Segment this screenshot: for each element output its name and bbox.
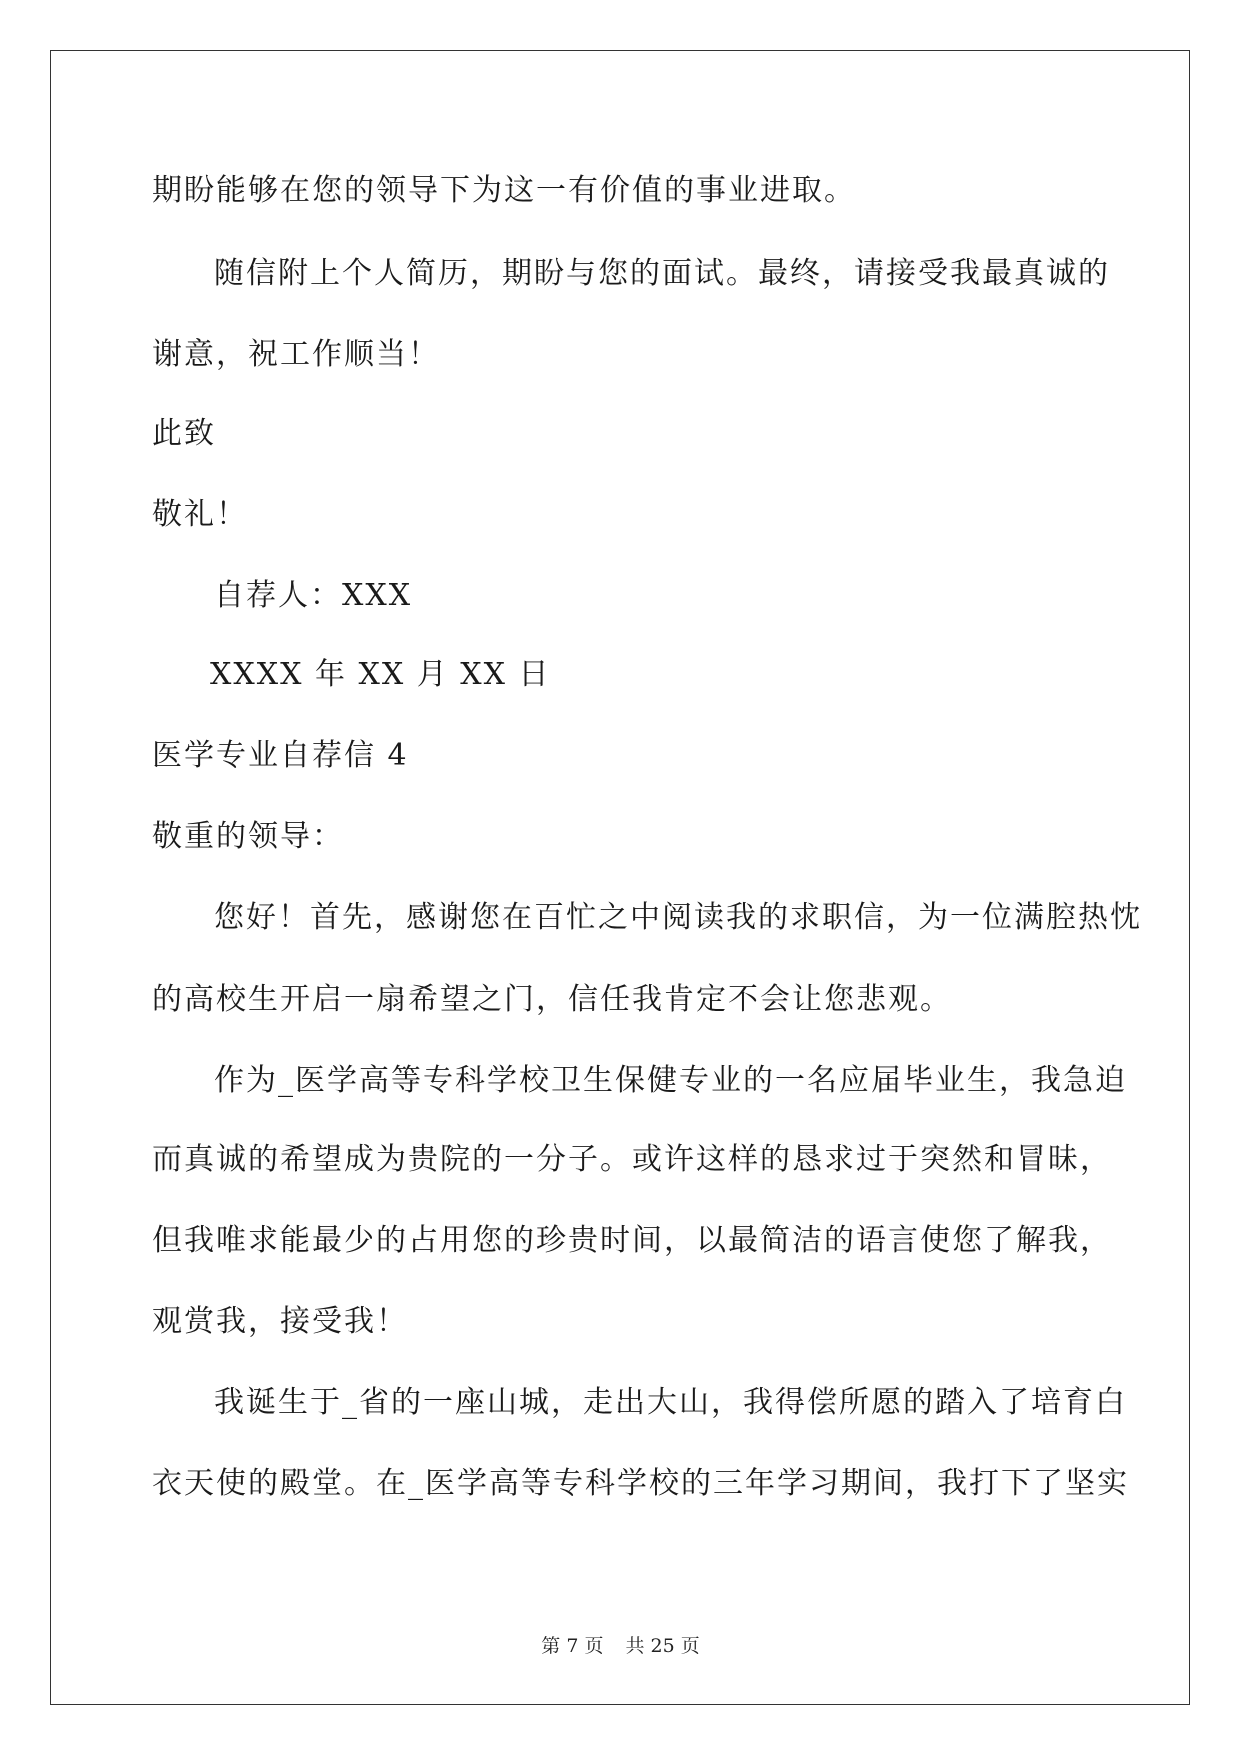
text-line: 作为_医学高等专科学校卫生保健专业的一名应届毕业生，我急迫 — [214, 1063, 1127, 1098]
text-line: 观赏我，接受我！ — [152, 1304, 408, 1339]
signature-line: 自荐人：XXX — [214, 578, 413, 613]
text-line: 衣天使的殿堂。在_医学高等专科学校的三年学习期间，我打下了坚实 — [152, 1466, 1129, 1501]
section-title: 医学专业自荐信 4 — [152, 738, 409, 773]
page-footer — [0, 1634, 1241, 1658]
text-line: 您好！首先，感谢您在百忙之中阅读我的求职信，为一位满腔热忱 — [214, 900, 1142, 935]
page-total: 共 25 页 — [625, 1635, 700, 1657]
date-line: XXXX 年 XX 月 XX 日 — [210, 657, 551, 692]
text-line: 我诞生于_省的一座山城，走出大山，我得偿所愿的踏入了培育白 — [214, 1385, 1127, 1420]
text-line: 但我唯求能最少的占用您的珍贵时间，以最简洁的语言使您了解我， — [152, 1223, 1112, 1258]
closing-regards: 敬礼！ — [152, 497, 248, 532]
text-line: 而真诚的希望成为贵院的一分子。或许这样的恳求过于突然和冒昧， — [152, 1142, 1112, 1177]
text-line: 谢意，祝工作顺当！ — [152, 337, 440, 372]
page-frame — [50, 50, 1190, 1705]
page-number: 第 7 页 — [541, 1635, 604, 1657]
text-line: 随信附上个人简历，期盼与您的面试。最终，请接受我最真诚的 — [214, 256, 1110, 291]
text-line: 期盼能够在您的领导下为这一有价值的事业进取。 — [152, 173, 856, 208]
closing-salutation: 此致 — [152, 416, 216, 451]
text-line: 的高校生开启一扇希望之门，信任我肯定不会让您悲观。 — [152, 982, 952, 1017]
greeting: 敬重的领导： — [152, 819, 344, 854]
